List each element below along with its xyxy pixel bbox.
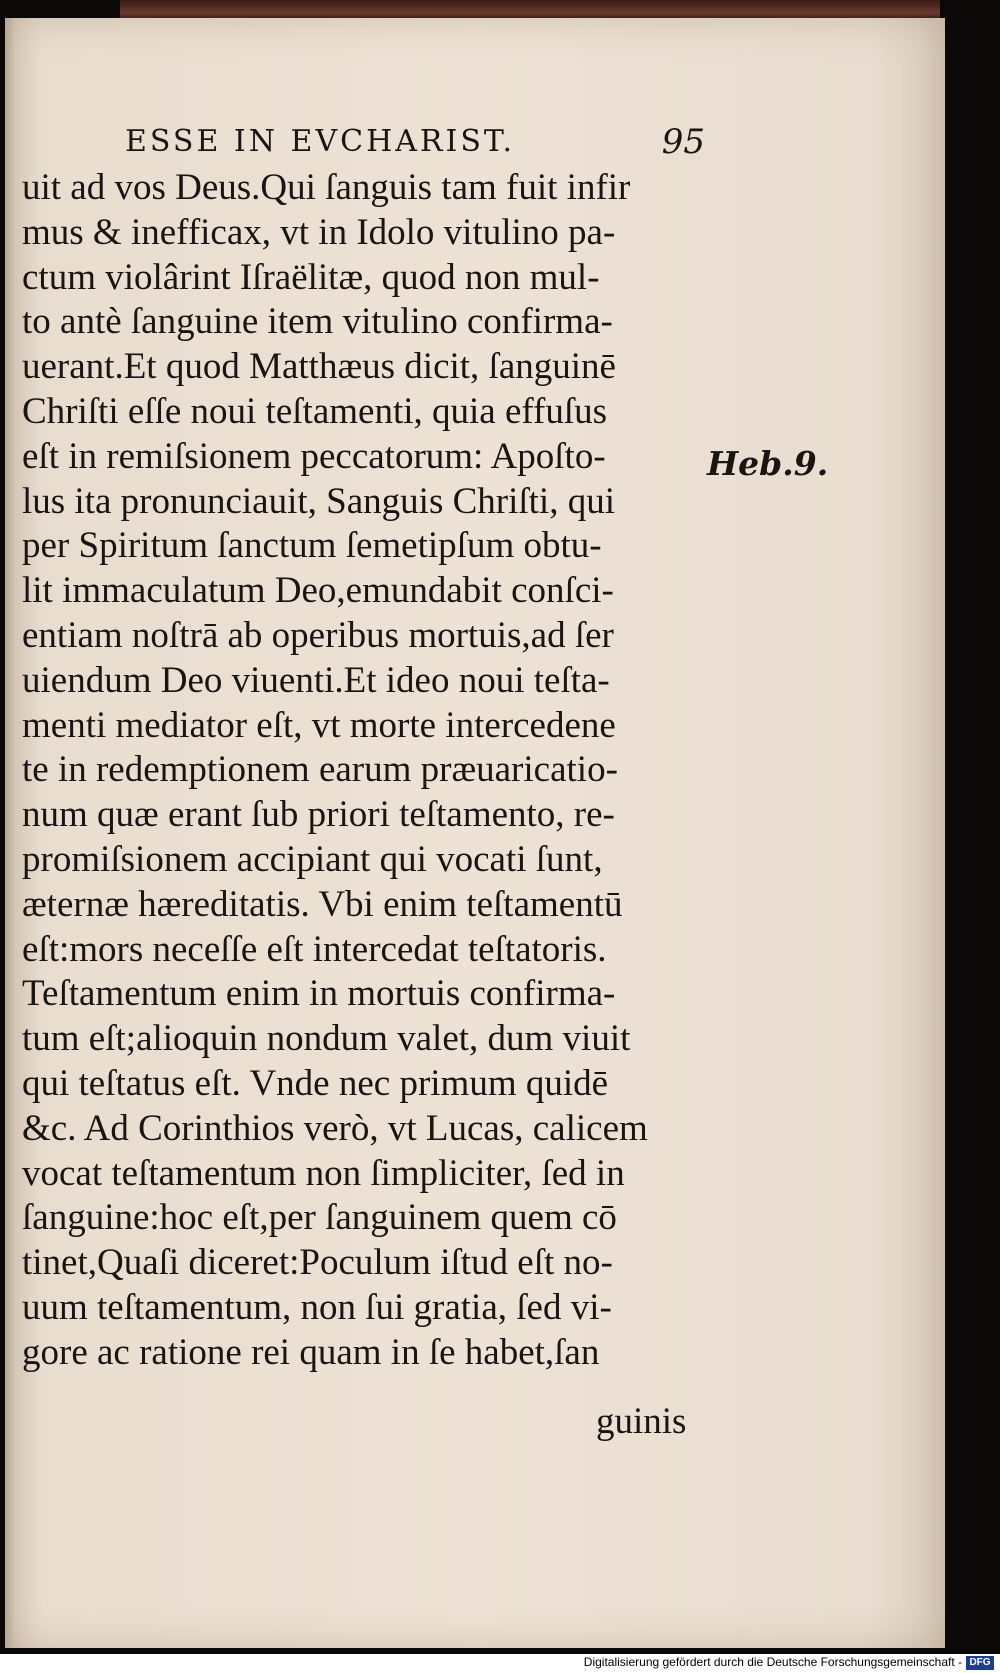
text-line: num quæ erant ſub priori teſtamento, re- <box>22 794 615 836</box>
page-gutter-shadow <box>5 18 15 1648</box>
footer-credit: Digitalisierung gefördert durch die Deutsche Forschungsgemeinschaft - <box>583 1655 962 1669</box>
running-head <box>125 118 705 168</box>
text-line: uerant.Et quod Matthæus dicit, ſanguinē <box>22 346 616 388</box>
text-line: te in redemptionem earum præuaricatio- <box>22 749 618 791</box>
body-text <box>22 166 722 1376</box>
catchword: guinis <box>596 1401 687 1442</box>
text-line: lus ita pronunciauit, Sanguis Chriſti, qui <box>22 480 615 522</box>
text-line: æternæ hæreditatis. Vbi enim teſtamentū <box>22 883 623 925</box>
text-line: promiſsionem accipiant qui vocati ſunt, <box>22 838 603 880</box>
text-line: tum eſt;alioquin nondum valet, dum viuit <box>22 1018 631 1060</box>
text-line: per Spiritum ſanctum ſemetipſum obtu- <box>22 525 602 567</box>
text-line: to antè ſanguine item vitulino confirma- <box>22 301 613 343</box>
text-line: uum teſtamentum, non ſui gratia, ſed vi- <box>22 1286 612 1328</box>
text-line: &c. Ad Corinthios verò, vt Lucas, calicem <box>22 1107 648 1149</box>
page-number: 95 <box>661 122 705 162</box>
text-line: menti mediator eſt, vt morte intercedene <box>22 704 616 746</box>
text-line: Chriſti eſſe noui teſtamenti, quia effuſus <box>22 390 608 432</box>
text-line: vocat teſtamentum non ſimpliciter, ſed in <box>22 1152 625 1194</box>
text-line: ſanguine:hoc eſt,per ſanguinem quem cō <box>22 1197 617 1239</box>
text-line: lit immaculatum Deo,emundabit conſci- <box>22 570 614 612</box>
footer-bar <box>0 1654 1000 1673</box>
dfg-logo: DFG <box>966 1656 994 1670</box>
text-line: uit ad vos Deus.Qui ſanguis tam fuit infir <box>22 167 631 208</box>
text-line: entiam noſtrā ab operibus mortuis,ad ſer <box>22 614 614 656</box>
margin-note: Heb.9. <box>707 444 829 483</box>
text-line: qui teſtatus eſt. Vnde nec primum quidē <box>22 1062 609 1104</box>
text-line: gore ac ratione rei quam in ſe habet,ſan <box>22 1331 600 1373</box>
text-line: mus & inefficax, vt in Idolo vitulino pa- <box>22 211 616 253</box>
text-line: Teſtamentum enim in mortuis confirma- <box>22 973 616 1015</box>
text-line: ctum violârint Iſraëlitæ, quod non mul- <box>22 256 600 298</box>
text-line: eſt in remiſsionem peccatorum: Apoſto- <box>22 435 606 477</box>
text-line: uiendum Deo viuenti.Et ideo noui teſta- <box>22 659 610 701</box>
running-head-title: ESSE IN EVCHARIST. <box>125 124 516 159</box>
text-line: eſt:mors neceſſe eſt intercedat teſtatoris. <box>22 928 607 970</box>
text-line: tinet,Quaſi diceret:Poculum iſtud eſt no- <box>22 1242 613 1284</box>
